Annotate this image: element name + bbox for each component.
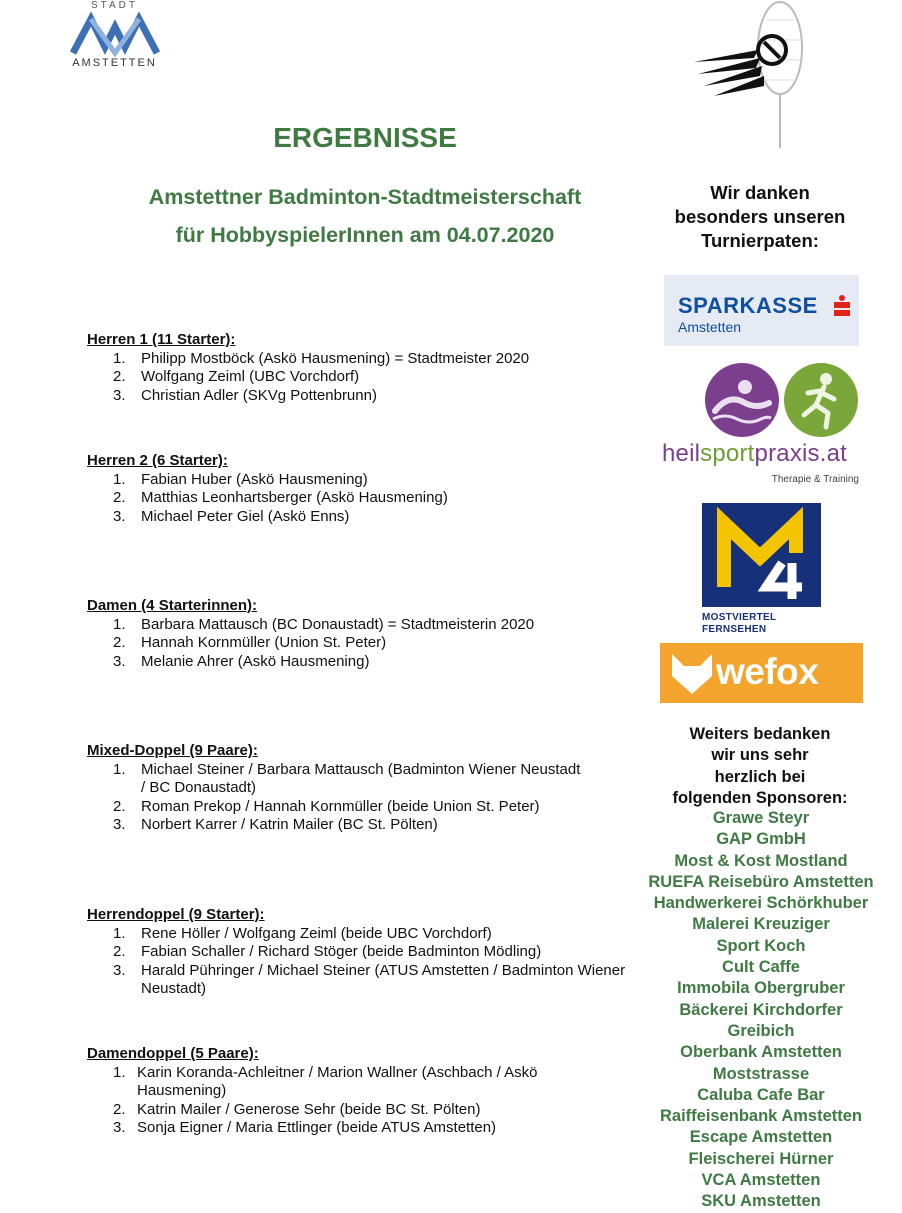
results-mixed-doppel (87, 742, 587, 835)
section-title: Damen (4 Starterinnen): (87, 597, 258, 614)
result-item (87, 368, 647, 387)
result-item (87, 761, 587, 798)
further-line: herzlich bei (714, 767, 806, 786)
rank-number: 1. (113, 615, 126, 633)
results-damendoppel (87, 1045, 597, 1138)
result-text: Rene Höller / Wolfgang Zeiml (beide UBC Vorchdorf) (141, 924, 492, 942)
sponsor-thanks-heading (640, 181, 880, 253)
sponsor-item: Greibich (727, 1021, 795, 1040)
sponsor-item: Fleischerei Hürner (688, 1149, 834, 1168)
result-text: Norbert Karrer / Katrin Mailer (BC St. Pölten) (141, 816, 438, 833)
result-text: Christian Adler (SKVg Pottenbrunn) (141, 386, 377, 404)
sponsor-item: Grawe Steyr (712, 809, 810, 827)
heilsportpraxis-logo (660, 360, 865, 490)
city-logo (62, 0, 167, 82)
result-item (87, 634, 647, 653)
m4-caption-line: FERNSEHEN (702, 624, 767, 635)
section-title: Herren 2 (6 Starter): (87, 452, 228, 469)
wefox-logo (660, 643, 863, 703)
thanks-line: Wir danken (710, 182, 810, 203)
swimmer-icon (705, 363, 779, 437)
result-text: Sonja Eigner / Maria Ettlinger (beide ATUS Amstetten) (137, 1119, 497, 1136)
result-item (87, 925, 632, 944)
page-title: ERGEBNISSE (273, 122, 457, 153)
further-line: folgenden Sponsoren: (672, 788, 848, 807)
rank-number: 2. (113, 943, 126, 960)
result-text: Wolfgang Zeiml (UBC Vorchdorf) (141, 368, 360, 385)
sparkasse-s-icon (834, 295, 850, 317)
result-text: Michael Peter Giel (Askö Enns) (141, 507, 350, 525)
result-text: Barbara Mattausch (BC Donaustadt) = Stadtmeisterin 2020 (141, 615, 535, 633)
fox-head-icon (670, 654, 714, 694)
sponsor-item: SKU Amstetten (701, 1192, 821, 1211)
result-item (87, 1119, 597, 1138)
sponsor-item: Bäckerei Kirchdorfer (679, 1000, 843, 1019)
result-item (87, 943, 632, 962)
further-line: wir uns sehr (711, 746, 809, 765)
rank-number: 2. (113, 1100, 126, 1118)
result-text: Philipp Mostböck (Askö Hausmening) = Stadtmeister 2020 (141, 349, 530, 367)
sponsor-item: GAP GmbH (716, 830, 806, 849)
rank-number: 1. (113, 470, 126, 488)
sponsor-item: Sport Koch (716, 936, 806, 955)
runner-icon (784, 363, 858, 437)
heilsport-part-heil: heil (662, 440, 701, 467)
sponsor-item: Escape Amstetten (689, 1128, 833, 1147)
wefox-wordmark: wefox (716, 651, 819, 692)
rank-number: 2. (113, 489, 126, 506)
rank-number: 1. (113, 924, 126, 942)
sponsor-item: Handwerkerei Schörkhuber (653, 894, 869, 913)
sponsor-list (620, 808, 902, 1213)
subtitle-line: Amstettner Badminton-Stadtmeisterschaft (148, 185, 582, 209)
rank-number: 1. (113, 349, 126, 367)
result-text: Harald Pühringer / Michael Steiner (ATUS Amstetten / Badminton Wiener Neustadt) (141, 961, 626, 997)
subtitle-line: für HobbyspielerInnen am 04.07.2020 (175, 223, 555, 247)
results-herren-1 (87, 331, 647, 405)
result-item (87, 798, 587, 817)
rank-number: 3. (113, 961, 126, 979)
sparkasse-subtitle: Amstetten (678, 319, 742, 335)
heilsport-part-praxis: praxis.at (754, 440, 848, 467)
results-herrendoppel (87, 906, 632, 999)
rank-number: 2. (113, 368, 126, 385)
result-item (87, 816, 587, 835)
result-text: Fabian Huber (Askö Hausmening) (141, 470, 368, 488)
rank-number: 3. (113, 386, 126, 404)
result-text: Hannah Kornmüller (Union St. Peter) (141, 634, 387, 651)
sponsor-item: VCA Amstetten (701, 1171, 821, 1190)
city-logo-mountains-icon (69, 13, 161, 55)
result-item (87, 653, 647, 672)
sponsor-item: Most & Kost Mostland (674, 851, 848, 870)
rank-number: 3. (113, 507, 126, 525)
sponsor-item: Moststrasse (712, 1064, 810, 1083)
rank-number: 3. (113, 652, 126, 670)
sparkasse-logo (664, 275, 859, 346)
section-title: Herrendoppel (9 Starter): (87, 906, 265, 923)
sponsor-item: Cult Caffe (722, 958, 800, 977)
result-text: Michael Steiner / Barbara Mattausch (Badminton Wiener Neustadt / BC Donaustadt) (141, 760, 581, 796)
heilsportpraxis-tagline: Therapie & Training (771, 474, 859, 485)
result-item (87, 387, 647, 406)
further-line: Weiters bedanken (689, 725, 831, 743)
sponsor-item: Oberbank Amstetten (680, 1043, 842, 1062)
heilsportpraxis-wordmark (662, 440, 847, 468)
result-item (87, 1101, 597, 1120)
m4-caption-line: MOSTVIERTEL (702, 612, 777, 623)
result-text: Melanie Ahrer (Askö Hausmening) (141, 652, 370, 670)
result-text: Katrin Mailer / Generose Sehr (beide BC St. Pölten) (137, 1100, 481, 1118)
result-item (87, 471, 647, 490)
rank-number: 2. (113, 634, 126, 651)
further-sponsors-heading (640, 724, 880, 809)
result-item (87, 1064, 597, 1101)
sponsor-item: Immobila Obergruber (677, 979, 845, 998)
sponsor-item: RUEFA Reisebüro Amstetten (648, 872, 874, 891)
sponsor-item: Caluba Cafe Bar (697, 1085, 825, 1104)
result-item (87, 489, 647, 508)
result-text: Fabian Schaller / Richard Stöger (beide Badminton Mödling) (141, 943, 542, 960)
result-item (87, 350, 647, 369)
rank-number: 3. (113, 1119, 126, 1136)
m4-mark-icon (702, 503, 821, 607)
result-item (87, 508, 647, 527)
result-item (87, 962, 632, 999)
sponsor-item: Raiffeisenbank Amstetten (659, 1107, 863, 1126)
thanks-line: besonders unseren (674, 206, 846, 227)
results-damen (87, 597, 647, 671)
result-text: Roman Prekop / Hannah Kornmüller (beide Union St. Peter) (141, 797, 540, 815)
results-herren-2 (87, 452, 647, 526)
thanks-line: Turnierpaten: (701, 230, 819, 251)
rank-number: 1. (113, 1063, 126, 1081)
result-text: Karin Koranda-Achleitner / Marion Wallner (Aschbach / Askö Hausmening) (137, 1063, 538, 1099)
city-logo-top-text: STADT (90, 0, 139, 11)
sparkasse-name: SPARKASSE (678, 293, 818, 318)
section-title: Herren 1 (11 Starter): (87, 331, 236, 348)
result-text: Matthias Leonhartsberger (Askö Hausmening) (141, 489, 448, 506)
m4-logo (702, 503, 821, 607)
rank-number: 2. (113, 797, 126, 815)
city-logo-bottom-text: AMSTETTEN (72, 57, 157, 69)
m4-caption (702, 612, 822, 636)
section-title: Mixed-Doppel (9 Paare): (87, 742, 258, 759)
rank-number: 1. (113, 760, 126, 778)
rank-number: 3. (113, 816, 126, 833)
heilsport-part-sport: sport (700, 440, 755, 467)
result-item (87, 616, 647, 635)
sponsor-item: Malerei Kreuziger (692, 915, 830, 934)
section-title: Damendoppel (5 Paare): (87, 1045, 259, 1062)
page-subtitle (0, 178, 730, 254)
